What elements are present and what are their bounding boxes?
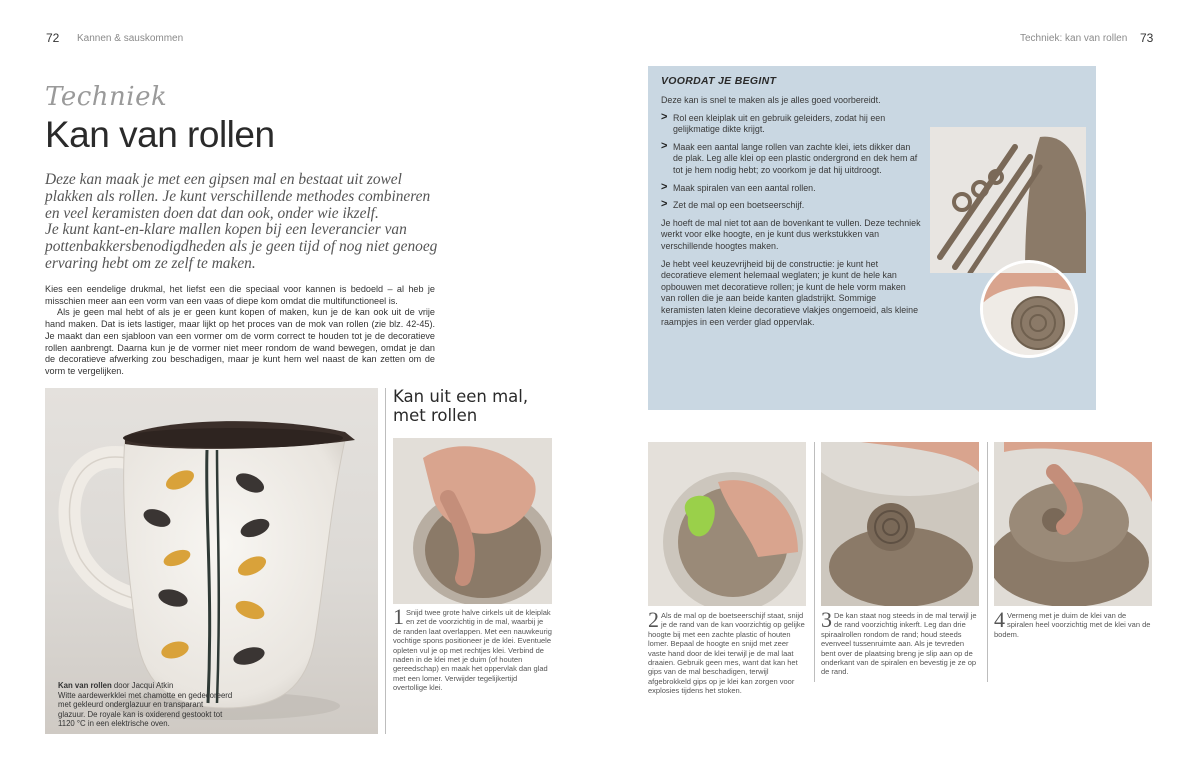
running-head-right: Techniek: kan van rollen — [1020, 33, 1128, 44]
step3-text — [821, 607, 979, 677]
box-bullet — [661, 200, 921, 212]
bullet-text: Zet de mal op een boetseerschijf. — [673, 200, 805, 211]
step-number: 1 — [393, 604, 404, 629]
caption-title: Kan van rollen — [58, 681, 112, 690]
step3-photo — [821, 442, 979, 606]
step-number: 4 — [994, 607, 1005, 632]
caption-line: glazuur. De royale kan is oxiderend gestookt tot — [58, 709, 223, 719]
intro-text — [45, 172, 445, 273]
box-text — [661, 95, 921, 334]
step1-photo — [393, 438, 552, 604]
box-lead: Deze kan is snel te maken als je alles goed voorbereidt. — [661, 95, 881, 105]
column-divider — [987, 442, 988, 682]
step4-photo — [994, 442, 1152, 606]
section-kicker: Techniek — [45, 82, 168, 112]
step2-photo — [648, 442, 806, 606]
step-number: 3 — [821, 607, 832, 632]
intro-line: en veel keramisten doen dat dan ook, onder wie ikzelf. — [45, 204, 379, 222]
step4-text — [994, 607, 1152, 639]
before-you-begin-box — [648, 66, 1096, 410]
caption-credit: door Jacqui Atkin — [111, 681, 174, 690]
step-description: Als de mal op de boetseerschijf staat, snijd je de rand van de kan voorzichtig op gelijke hoogte bij met een zachte plastic of houten lomer. Bepaal de hoogte en snijd met zeer vaste hand door de klei terwijl je de mal laat draaien. Gebruik geen mes, want dat kan het gips van de mal beschadigen, terwijl afgebrokkeld gips op je klei kan zorgen voor explosies tijdens het stoken. — [648, 611, 805, 696]
intro-line: plakken als rollen. Je kunt verschillende methodes combineren — [45, 187, 431, 205]
jug-photo — [45, 388, 378, 734]
running-head-left: Kannen & sauskommen — [77, 33, 184, 44]
box-paragraph: Je hoeft de mal niet tot aan de bovenkant te vullen. Deze techniek werkt voor elke hoogte, en je kunt dus werkstukken van verschillende hoogtes maken. — [661, 217, 921, 251]
page-title: Kan van rollen — [45, 114, 275, 155]
step2-text — [648, 607, 806, 696]
step-description: Snijd twee grote halve cirkels uit de kleiplak en zet de voorzichtig in de mal, waarbij je de randen laat overlappen. Met een nauwkeurig vochtige spons positioneer je de klei. Eventuele opleten vul je op met rechtjes klei. Verbind de naden in de klei met je duim (of houten gereedschap) en maak het oppervlak dan glad met een lomer. Verwijder tegelijkertijd overtollige klei. — [393, 608, 552, 693]
subhead-line: Kan uit een mal, — [393, 387, 529, 406]
body-paragraph: Als je geen mal hebt of als je er geen kunt kopen of maken, kun je de kan ook uit de vrije hand maken. Dat is iets lastiger, maar lijkt op het proces van de mok van rollen (zie blz. 42-45). Je maakt dan een sjabloon van een vormer om de vorm correct te houden tot je de decoratieve rollen aanbrengt. Daarna kun je de vormer niet meer rondom de wand bewegen, omdat je dan de decoratieve afwerking zou beschadigen, maar je kunt hem wel naast de kan zetten om de vorm te vergelijken. — [45, 307, 435, 376]
caption-line: met gekleurd onderglazuur en transparant — [58, 700, 204, 709]
step-section-heading — [393, 387, 528, 425]
box-bullet — [661, 110, 921, 136]
intro-line: Deze kan maak je met een gipsen mal en bestaat uit zowel — [45, 171, 402, 188]
box-title: VOORDAT JE BEGINT — [661, 75, 777, 87]
bullet-text: Maak een aantal lange rollen van zachte klei, iets dikker dan de plak. Leg alle klei op een plastic ondergrond en dek hem af tot je hem nodig hebt; zo voorkom je dat hij uitdroogt. — [673, 141, 918, 175]
spiral-inset-photo — [980, 260, 1078, 358]
subhead-line: met rollen — [393, 406, 478, 425]
page-number-right: 73 — [1140, 31, 1154, 45]
intro-line: ervaring hebt om ze zelf te maken. — [45, 254, 256, 272]
body-text — [45, 284, 435, 378]
arrow-icon: > — [661, 180, 668, 193]
step-description: De kan staat nog steeds in de mal terwijl je de rand voorzichtig inkerft. Leg dan drie spiraalrollen rondom de rand; houd steeds evenveel tussenruimte aan. Als je tevreden bent over de plaatsing breng je slip aan op de onderkant van de spiralen en bevestig je ze op de rand. — [821, 611, 977, 677]
photo-caption — [58, 681, 298, 729]
bullet-text: Rol een kleiplak uit en gebruik geleiders, zodat hij een gelijkmatige dikte krijgt. — [673, 112, 886, 135]
bullet-text: Maak spiralen van een aantal rollen. — [673, 182, 816, 193]
page-number-left: 72 — [46, 31, 60, 45]
box-bullet — [661, 139, 921, 177]
intro-line: pottenbakkersbenodigdheden als je geen tijd of nog niet genoeg — [45, 238, 438, 256]
arrow-icon: > — [661, 139, 668, 152]
box-bullet — [661, 180, 921, 195]
step1-text — [393, 604, 552, 693]
step-number: 2 — [648, 607, 659, 632]
coils-photo — [930, 127, 1086, 273]
arrow-icon: > — [661, 110, 668, 123]
column-divider — [814, 442, 815, 682]
column-divider — [385, 388, 386, 734]
caption-line: Witte aardewerkklei met chamotte en gedecoreerd — [58, 690, 233, 700]
box-paragraph: Je hebt veel keuzevrijheid bij de constructie: je kunt het decoratieve element helemaal weglaten; je kunt de hele kan opbouwen met decoratieve rollen; je kunt de hele vorm maken van rollen die je aan beide kanten gladstrijkt. Sommige keramisten laten kleine decoratieve vlakjes ongemoeid, als kleine raampjes in een verder glad oppervlak. — [661, 258, 919, 327]
arrow-icon: > — [661, 198, 668, 211]
intro-line: Je kunt kant-en-klare mallen kopen bij een leverancier van — [45, 221, 407, 239]
body-paragraph: Kies een eendelige drukmal, het liefst een die speciaal voor kannen is bedoeld – al heb je misschien meer aan een vorm van een vaas of diepe kom omdat die multifunctioneel is. — [45, 284, 435, 306]
step-description: Vermeng met je duim de klei van de spiralen heel voorzichtig met de klei van de bodem. — [994, 611, 1151, 639]
caption-line: 1120 °C in een elektrische oven. — [58, 719, 170, 728]
